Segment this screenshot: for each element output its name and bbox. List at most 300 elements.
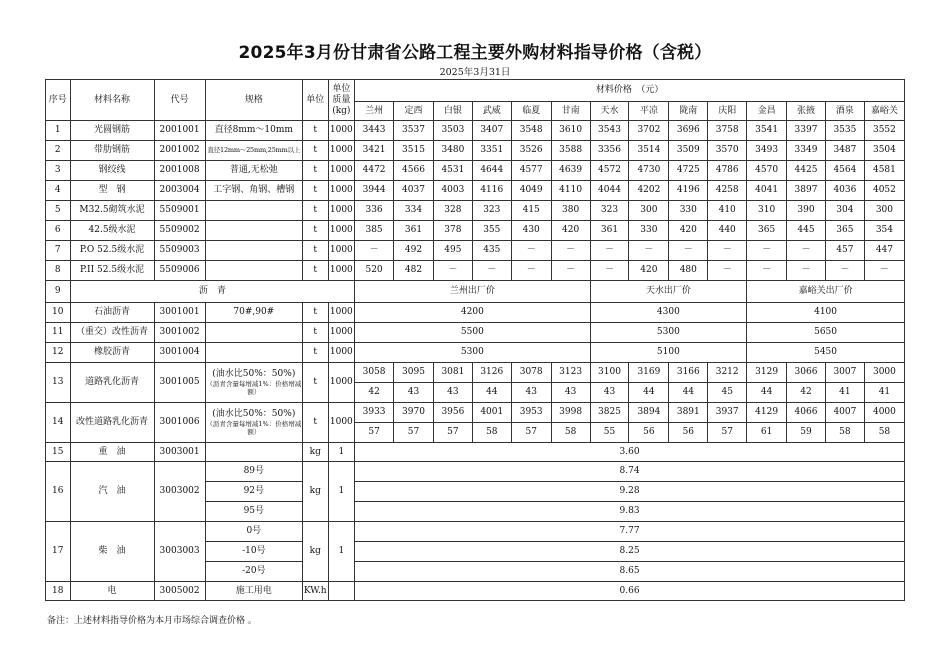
price-cell: 7.77 xyxy=(355,522,905,542)
price-cell: 3000 xyxy=(864,363,904,383)
delta-cell: 61 xyxy=(747,423,787,443)
price-cell: 8.25 xyxy=(355,542,905,562)
delta-cell: 42 xyxy=(787,383,826,403)
seq-cell: 15 xyxy=(46,443,71,462)
price-cell: 365 xyxy=(825,221,864,241)
material-name: 重 油 xyxy=(70,443,154,462)
unit-cell: t xyxy=(302,181,328,201)
unit-cell: t xyxy=(302,303,328,323)
table-row xyxy=(46,241,905,261)
price-cell: 378 xyxy=(433,221,472,241)
material-name: 道路乳化沥青 xyxy=(70,363,154,403)
header-city: 天水 xyxy=(590,102,629,121)
price-cell: 495 xyxy=(433,241,472,261)
seq-cell: 11 xyxy=(46,323,71,343)
material-code: 3001006 xyxy=(154,403,205,443)
price-cell: 3998 xyxy=(551,403,590,423)
header-row xyxy=(46,80,905,102)
code-cell: 3005002 xyxy=(154,582,205,601)
delta-cell: 57 xyxy=(433,423,472,443)
price-cell: 3123 xyxy=(551,363,590,383)
price-cell: 3535 xyxy=(825,121,864,141)
table-row xyxy=(46,343,905,363)
table-row xyxy=(46,261,905,281)
delta-cell: 56 xyxy=(669,423,708,443)
price-cell: 3169 xyxy=(629,363,669,383)
price-cell: 4725 xyxy=(669,161,708,181)
seq-cell: 2 xyxy=(46,141,71,161)
price-cell: － xyxy=(472,261,511,281)
price-cell: － xyxy=(708,241,747,261)
price-cell: － xyxy=(590,261,629,281)
unit-cell: t xyxy=(302,161,328,181)
price-cell: 4730 xyxy=(629,161,669,181)
price-cell: － xyxy=(787,261,826,281)
table-row xyxy=(46,363,905,383)
price-cell: － xyxy=(551,261,590,281)
material-name: 钢绞线 xyxy=(70,161,154,181)
price-cell: 4116 xyxy=(472,181,511,201)
spec-cell xyxy=(205,221,302,241)
price-cell: － xyxy=(708,261,747,281)
price-cell: 4196 xyxy=(669,181,708,201)
price-cell: 3897 xyxy=(787,181,826,201)
seq-cell: 13 xyxy=(46,363,71,403)
spec-cell: 工字钢、角钢、槽钢 xyxy=(205,181,302,201)
spec-cell: -10号 xyxy=(205,542,302,562)
price-cell: 3081 xyxy=(433,363,472,383)
material-code: 3001002 xyxy=(154,323,205,343)
delta-cell: 41 xyxy=(864,383,904,403)
price-cell: 3503 xyxy=(433,121,472,141)
price-cell: 3526 xyxy=(511,141,551,161)
page-title: 2025年3月份甘肃省公路工程主要外购材料指导价格（含税） xyxy=(238,43,712,63)
price-cell: 4129 xyxy=(747,403,787,423)
price-cell: 3356 xyxy=(590,141,629,161)
mass-cell: 1 xyxy=(328,522,355,582)
delta-cell: 57 xyxy=(355,423,394,443)
unit-cell: t xyxy=(302,363,328,403)
material-code: 2003004 xyxy=(154,181,205,201)
price-cell: 4000 xyxy=(864,403,904,423)
price-cell: 304 xyxy=(825,201,864,221)
delta-cell: 58 xyxy=(472,423,511,443)
price-cell: 3397 xyxy=(787,121,826,141)
price-cell: 3610 xyxy=(551,121,590,141)
unit-cell: t xyxy=(302,241,328,261)
price-cell: 336 xyxy=(355,201,394,221)
price-cell: 4566 xyxy=(394,161,434,181)
price-cell: 4572 xyxy=(590,161,629,181)
spec-cell xyxy=(205,323,302,343)
price-cell: 8.74 xyxy=(355,462,905,482)
spec-note: （沥青含量每增减1%：价格增减额） xyxy=(206,420,302,436)
price-cell: 4200 xyxy=(355,303,590,323)
price-cell: － xyxy=(433,261,472,281)
price-cell: 330 xyxy=(669,201,708,221)
table-row xyxy=(46,181,905,201)
seq-cell: 18 xyxy=(46,582,71,601)
material-name: P.O 52.5级水泥 xyxy=(70,241,154,261)
header-city: 嘉峪关 xyxy=(864,102,904,121)
price-cell: 430 xyxy=(511,221,551,241)
header-name: 材料名称 xyxy=(70,80,154,121)
price-cell: 3.60 xyxy=(355,443,905,462)
mass-cell: 1000 xyxy=(328,363,355,403)
delta-cell: 42 xyxy=(355,383,394,403)
price-cell: 380 xyxy=(551,201,590,221)
price-cell: 3970 xyxy=(394,403,434,423)
price-cell: 300 xyxy=(629,201,669,221)
price-cell: 323 xyxy=(472,201,511,221)
mass-cell xyxy=(328,582,355,601)
mass-cell: 1 xyxy=(328,443,355,462)
seq-cell: 16 xyxy=(46,462,71,522)
price-cell: 9.28 xyxy=(355,482,905,502)
header-unit-mass: 单位质量(kg) xyxy=(328,80,355,121)
material-code: 2001002 xyxy=(154,141,205,161)
unit-cell: KW.h xyxy=(302,582,328,601)
price-cell: 420 xyxy=(551,221,590,241)
price-cell: 354 xyxy=(864,221,904,241)
delta-cell: 43 xyxy=(551,383,590,403)
price-cell: 3493 xyxy=(747,141,787,161)
seq-cell: 7 xyxy=(46,241,71,261)
material-name: 石油沥青 xyxy=(70,303,154,323)
price-cell: 5650 xyxy=(747,323,905,343)
mass-cell: 1000 xyxy=(328,161,355,181)
price-cell: 4110 xyxy=(551,181,590,201)
price-cell: 3351 xyxy=(472,141,511,161)
price-cell: 3504 xyxy=(864,141,904,161)
seq-cell: 14 xyxy=(46,403,71,443)
price-cell: 4049 xyxy=(511,181,551,201)
unit-cell: t xyxy=(302,221,328,241)
plant-price-group: 嘉峪关出厂价 xyxy=(747,281,905,303)
unit-cell: kg xyxy=(302,462,328,522)
material-name: 电 xyxy=(70,582,154,601)
price-cell: 9.83 xyxy=(355,502,905,522)
price-cell: 440 xyxy=(708,221,747,241)
mass-cell: 1000 xyxy=(328,303,355,323)
spec-cell: 0号 xyxy=(205,522,302,542)
spec-cell xyxy=(205,201,302,221)
header-city: 张掖 xyxy=(787,102,826,121)
price-cell: 310 xyxy=(747,201,787,221)
table-row xyxy=(46,403,905,423)
price-cell: 3100 xyxy=(590,363,629,383)
price-cell: 3066 xyxy=(787,363,826,383)
price-cell: 4577 xyxy=(511,161,551,181)
price-cell: 5450 xyxy=(747,343,905,363)
header-seq: 序号 xyxy=(46,80,71,121)
price-cell: 361 xyxy=(590,221,629,241)
delta-cell: 58 xyxy=(825,423,864,443)
material-code: 3001005 xyxy=(154,363,205,403)
table-row xyxy=(46,303,905,323)
seq-cell: 1 xyxy=(46,121,71,141)
price-cell: 3514 xyxy=(629,141,669,161)
price-cell: 420 xyxy=(669,221,708,241)
price-cell: 415 xyxy=(511,201,551,221)
header-city: 白银 xyxy=(433,102,472,121)
delta-cell: 55 xyxy=(590,423,629,443)
plant-price-group: 天水出厂价 xyxy=(590,281,747,303)
material-code: 3001001 xyxy=(154,303,205,323)
price-cell: 300 xyxy=(864,201,904,221)
table-row xyxy=(46,121,905,141)
delta-cell: 57 xyxy=(511,423,551,443)
header-city: 金昌 xyxy=(747,102,787,121)
price-cell: 4202 xyxy=(629,181,669,201)
unit-cell: t xyxy=(302,201,328,221)
table-row xyxy=(46,161,905,181)
header-city: 酒泉 xyxy=(825,102,864,121)
material-code: 3003003 xyxy=(154,522,205,582)
mass-cell: 1000 xyxy=(328,201,355,221)
material-name: 带肋钢筋 xyxy=(70,141,154,161)
material-name: M32.5砌筑水泥 xyxy=(70,201,154,221)
unit-cell: t xyxy=(302,323,328,343)
price-cell: 4001 xyxy=(472,403,511,423)
footnote: 备注：上述材料指导价格为本月市场综合调查价格 。 xyxy=(47,616,257,626)
price-cell: 4037 xyxy=(394,181,434,201)
spec-cell xyxy=(205,363,302,403)
section-row xyxy=(46,281,905,303)
price-cell: 4100 xyxy=(747,303,905,323)
price-cell: 4564 xyxy=(825,161,864,181)
spec-ratio: (油水比50%：50%) xyxy=(212,369,296,379)
material-name: 型 钢 xyxy=(70,181,154,201)
price-cell: 3078 xyxy=(511,363,551,383)
price-cell: 3421 xyxy=(355,141,394,161)
delta-cell: 59 xyxy=(787,423,826,443)
price-cell: 3480 xyxy=(433,141,472,161)
header-city: 临夏 xyxy=(511,102,551,121)
price-cell: 480 xyxy=(669,261,708,281)
price-cell: 492 xyxy=(394,241,434,261)
delta-cell: 44 xyxy=(747,383,787,403)
price-cell: 4425 xyxy=(787,161,826,181)
price-cell: 3349 xyxy=(787,141,826,161)
header-city: 平凉 xyxy=(629,102,669,121)
price-cell: 334 xyxy=(394,201,434,221)
table-row xyxy=(46,323,905,343)
table-row xyxy=(46,141,905,161)
price-cell: 3891 xyxy=(669,403,708,423)
table-row xyxy=(46,443,905,462)
price-cell: 3696 xyxy=(669,121,708,141)
header-spec: 规格 xyxy=(205,80,302,121)
price-table xyxy=(45,79,905,601)
table-row xyxy=(46,221,905,241)
mass-cell: 1000 xyxy=(328,221,355,241)
unit-cell: t xyxy=(302,121,328,141)
price-cell: 3166 xyxy=(669,363,708,383)
price-cell: 420 xyxy=(629,261,669,281)
spec-cell xyxy=(205,261,302,281)
delta-cell: 43 xyxy=(433,383,472,403)
delta-cell: 58 xyxy=(551,423,590,443)
price-cell: 457 xyxy=(825,241,864,261)
header-city: 兰州 xyxy=(355,102,394,121)
price-cell: 3515 xyxy=(394,141,434,161)
price-cell: 5300 xyxy=(590,323,747,343)
mass-cell: 1000 xyxy=(328,323,355,343)
delta-cell: 43 xyxy=(590,383,629,403)
price-cell: 482 xyxy=(394,261,434,281)
delta-cell: 44 xyxy=(669,383,708,403)
price-cell: 3407 xyxy=(472,121,511,141)
price-cell: 385 xyxy=(355,221,394,241)
seq-cell: 6 xyxy=(46,221,71,241)
material-code: 3001004 xyxy=(154,343,205,363)
seq-cell: 10 xyxy=(46,303,71,323)
price-cell: 5500 xyxy=(355,323,590,343)
mass-cell: 1000 xyxy=(328,343,355,363)
price-cell: 3129 xyxy=(747,363,787,383)
price-cell: 4044 xyxy=(590,181,629,201)
spec-cell xyxy=(205,343,302,363)
price-cell: 3443 xyxy=(355,121,394,141)
delta-cell: 45 xyxy=(708,383,747,403)
price-cell: 445 xyxy=(787,221,826,241)
price-cell: 8.65 xyxy=(355,562,905,582)
spec-ratio: (油水比50%：50%) xyxy=(212,409,296,419)
material-code: 5509006 xyxy=(154,261,205,281)
material-name: 光圆钢筋 xyxy=(70,121,154,141)
price-cell: 3548 xyxy=(511,121,551,141)
price-cell: 3588 xyxy=(551,141,590,161)
price-cell: － xyxy=(511,261,551,281)
price-cell: 3944 xyxy=(355,181,394,201)
price-cell: 0.66 xyxy=(355,582,905,601)
unit-cell: t xyxy=(302,141,328,161)
spec-cell: 89号 xyxy=(205,462,302,482)
mass-cell: 1000 xyxy=(328,261,355,281)
seq-cell: 8 xyxy=(46,261,71,281)
price-cell: － xyxy=(355,241,394,261)
price-cell: 3095 xyxy=(394,363,434,383)
material-code: 3003002 xyxy=(154,462,205,522)
price-cell: 520 xyxy=(355,261,394,281)
price-cell: － xyxy=(629,241,669,261)
price-cell: 365 xyxy=(747,221,787,241)
table-row xyxy=(46,522,905,542)
spec-cell: 直径8mm～10mm xyxy=(205,121,302,141)
seq-cell: 5 xyxy=(46,201,71,221)
table-row xyxy=(46,201,905,221)
seq-cell: 17 xyxy=(46,522,71,582)
spec-cell xyxy=(205,241,302,261)
delta-cell: 41 xyxy=(825,383,864,403)
material-name: 橡胶沥青 xyxy=(70,343,154,363)
delta-cell: 57 xyxy=(708,423,747,443)
price-cell: 447 xyxy=(864,241,904,261)
price-cell: 3543 xyxy=(590,121,629,141)
price-cell: － xyxy=(590,241,629,261)
price-cell: － xyxy=(787,241,826,261)
price-cell: 3212 xyxy=(708,363,747,383)
material-code: 5509001 xyxy=(154,201,205,221)
report-date: 2025年3月31日 xyxy=(439,67,511,78)
price-cell: 5100 xyxy=(590,343,747,363)
price-cell: － xyxy=(864,261,904,281)
header-city: 庆阳 xyxy=(708,102,747,121)
price-cell: － xyxy=(747,241,787,261)
section-label: 沥 青 xyxy=(70,281,355,303)
price-cell: 4258 xyxy=(708,181,747,201)
header-price-group: 材料价格 （元） xyxy=(355,80,905,102)
price-cell: 355 xyxy=(472,221,511,241)
delta-cell: 57 xyxy=(394,423,434,443)
table-row xyxy=(46,462,905,482)
price-cell: 3956 xyxy=(433,403,472,423)
price-cell: 3758 xyxy=(708,121,747,141)
spec-cell: 施工用电 xyxy=(205,582,302,601)
mass-cell: 1 xyxy=(328,462,355,522)
unit-cell: t xyxy=(302,403,328,443)
price-cell: 4003 xyxy=(433,181,472,201)
header-unit: 单位 xyxy=(302,80,328,121)
price-cell: 3126 xyxy=(472,363,511,383)
header-city: 甘南 xyxy=(551,102,590,121)
mass-cell: 1000 xyxy=(328,181,355,201)
material-name: 汽 油 xyxy=(70,462,154,522)
material-code: 5509003 xyxy=(154,241,205,261)
price-cell: 3058 xyxy=(355,363,394,383)
unit-cell: kg xyxy=(302,522,328,582)
spec-cell: 70#,90# xyxy=(205,303,302,323)
seq-cell: 9 xyxy=(46,281,71,303)
price-cell: 3825 xyxy=(590,403,629,423)
delta-cell: 44 xyxy=(472,383,511,403)
price-cell: 4581 xyxy=(864,161,904,181)
price-cell: 4300 xyxy=(590,303,747,323)
price-cell: 3537 xyxy=(394,121,434,141)
material-name: P.II 52.5级水泥 xyxy=(70,261,154,281)
spec-cell: 直径12mm～25mm,25mm以上 xyxy=(205,141,302,161)
material-name: 改性道路乳化沥青 xyxy=(70,403,154,443)
material-name: （重交）改性沥青 xyxy=(70,323,154,343)
spec-note: （沥青含量每增减1%：价格增减额） xyxy=(206,380,302,396)
price-cell: － xyxy=(669,241,708,261)
spec-cell: -20号 xyxy=(205,562,302,582)
header-city: 武威 xyxy=(472,102,511,121)
unit-cell: t xyxy=(302,261,328,281)
price-cell: 4052 xyxy=(864,181,904,201)
price-cell: 4639 xyxy=(551,161,590,181)
price-cell: 3894 xyxy=(629,403,669,423)
price-cell: 390 xyxy=(787,201,826,221)
material-code: 2001008 xyxy=(154,161,205,181)
price-cell: 361 xyxy=(394,221,434,241)
seq-cell: 4 xyxy=(46,181,71,201)
header-code: 代号 xyxy=(154,80,205,121)
price-cell: 330 xyxy=(629,221,669,241)
seq-cell: 12 xyxy=(46,343,71,363)
price-cell: 410 xyxy=(708,201,747,221)
price-cell: 4570 xyxy=(747,161,787,181)
mass-cell: 1000 xyxy=(328,241,355,261)
price-cell: － xyxy=(825,261,864,281)
price-cell: 3487 xyxy=(825,141,864,161)
price-cell: － xyxy=(511,241,551,261)
table-row xyxy=(46,582,905,601)
seq-cell: 3 xyxy=(46,161,71,181)
price-cell: 3937 xyxy=(708,403,747,423)
price-cell: 3007 xyxy=(825,363,864,383)
